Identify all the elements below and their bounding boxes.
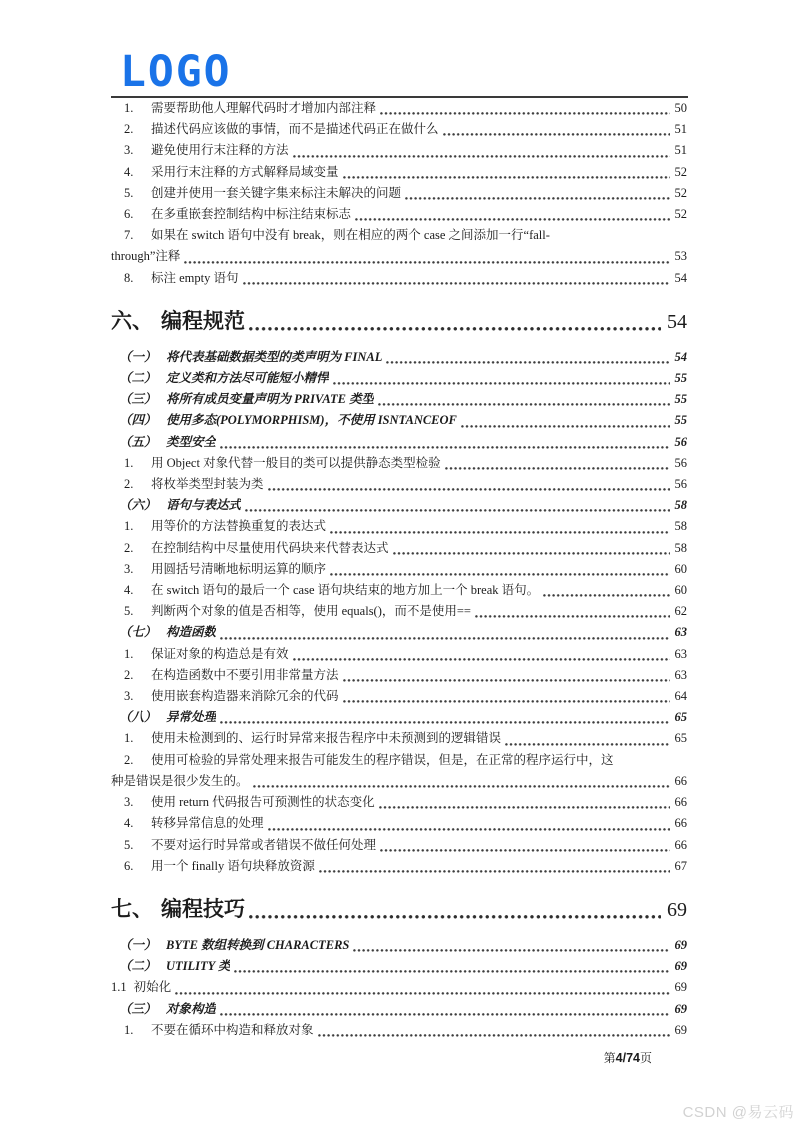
toc-entry[interactable] bbox=[111, 728, 687, 749]
footer-page-number: 4/74 bbox=[615, 1051, 640, 1065]
toc-entry[interactable] bbox=[111, 183, 687, 204]
toc-entry-line bbox=[111, 432, 687, 453]
toc-entry-number: 3. bbox=[124, 689, 134, 704]
toc-entry-page: 54 bbox=[674, 349, 687, 364]
toc-entry-line bbox=[111, 750, 687, 771]
toc-entry-line bbox=[111, 538, 687, 559]
dot-leader bbox=[349, 935, 672, 956]
toc-entry-title: 转移异常信息的处理 bbox=[151, 816, 264, 831]
toc-entry-line bbox=[111, 686, 687, 707]
toc-entry-title: 将代表基础数据类型的类声明为 FINAL bbox=[166, 349, 383, 364]
dot-leader bbox=[374, 389, 672, 410]
toc-entry[interactable] bbox=[111, 977, 687, 998]
dot-leader bbox=[351, 204, 672, 225]
toc-entry-title: 不要在循环中构造和释放对象 bbox=[151, 1022, 314, 1037]
toc-entry-page: 52 bbox=[674, 207, 687, 222]
toc-entry-number: 4. bbox=[124, 583, 134, 598]
toc-entry-page: 66 bbox=[674, 816, 687, 831]
toc-entry-title: 用等价的方法替换重复的表达式 bbox=[151, 519, 327, 534]
toc-entry[interactable] bbox=[111, 389, 687, 410]
toc-entry-number: （二） bbox=[119, 371, 157, 386]
toc-entry-number: 2. bbox=[124, 122, 134, 137]
toc-entry-number: （五） bbox=[119, 434, 157, 449]
toc-entry-number: 3. bbox=[124, 795, 134, 810]
toc-list bbox=[111, 98, 687, 1041]
toc-entry-line bbox=[111, 453, 687, 474]
toc-entry-number: 4. bbox=[124, 816, 134, 831]
toc-entry-title: 在控制结构中尽量使用代码块来代替表达式 bbox=[151, 540, 389, 555]
toc-entry-number: （六） bbox=[119, 498, 157, 513]
toc-entry[interactable] bbox=[111, 516, 687, 537]
toc-entry-title: 用 Object 对象代替一般目的类可以提供静态类型检验 bbox=[151, 455, 441, 470]
dot-leader bbox=[382, 347, 672, 368]
toc-entry-title: 不要对运行时异常或者错误不做任何处理 bbox=[151, 837, 377, 852]
toc-entry-number: （一） bbox=[119, 349, 157, 364]
toc-entry[interactable] bbox=[111, 622, 687, 643]
dot-leader bbox=[501, 728, 672, 749]
toc-entry-title: 种是错误是很少发生的。 bbox=[111, 773, 249, 788]
toc-entry[interactable] bbox=[111, 792, 687, 813]
toc-entry-number: 8. bbox=[124, 270, 134, 285]
toc-entry-title: 使用 return 代码报告可预测性的状态变化 bbox=[151, 795, 375, 810]
dot-leader bbox=[241, 495, 672, 516]
toc-entry-page: 69 bbox=[674, 937, 687, 952]
toc-entry-page: 69 bbox=[674, 980, 687, 995]
toc-entry-line bbox=[111, 162, 687, 183]
toc-entry-number: 6. bbox=[124, 207, 134, 222]
dot-leader bbox=[326, 516, 672, 537]
toc-entry-title: 使用嵌套构造器来消除冗余的代码 bbox=[151, 689, 339, 704]
toc-entry-page: 50 bbox=[674, 101, 687, 115]
dot-leader bbox=[439, 119, 673, 140]
toc-entry-line bbox=[111, 183, 687, 204]
toc-entry[interactable] bbox=[111, 140, 687, 161]
toc-entry-title: 需要帮助他人理解代码时才增加内部注释 bbox=[151, 101, 377, 115]
toc-entry[interactable] bbox=[111, 559, 687, 580]
toc-entry-page: 69 bbox=[667, 898, 687, 921]
toc-entry-page: 56 bbox=[674, 434, 687, 449]
toc-entry[interactable] bbox=[111, 1020, 687, 1041]
toc-entry-title: 判断两个对象的值是否相等，使用 equals()，而不是使用== bbox=[151, 604, 471, 619]
toc-entry-line bbox=[111, 516, 687, 537]
dot-leader bbox=[245, 307, 665, 337]
toc-entry[interactable] bbox=[111, 813, 687, 834]
toc-entry[interactable] bbox=[111, 453, 687, 474]
toc-entry-title: 如果在 switch 语句中没有 break，则在相应的两个 case 之间添加一行“fall- bbox=[151, 228, 550, 243]
toc-entry-page: 64 bbox=[674, 689, 687, 704]
toc-entry-page: 58 bbox=[674, 498, 687, 513]
dot-leader bbox=[216, 707, 672, 728]
toc-entry-page: 66 bbox=[674, 837, 687, 852]
dot-leader bbox=[389, 538, 673, 559]
dot-leader bbox=[376, 98, 672, 119]
toc-entry-title: UTILITY 类 bbox=[166, 959, 231, 974]
dot-leader bbox=[471, 601, 673, 622]
toc-entry-line bbox=[111, 728, 687, 749]
toc-entry-continuation bbox=[111, 771, 687, 792]
toc-entry-line bbox=[111, 368, 687, 389]
toc-entry-number: 1. bbox=[124, 731, 134, 746]
toc-entry-line bbox=[111, 977, 687, 998]
dot-leader bbox=[329, 368, 673, 389]
toc-entry-page: 58 bbox=[674, 519, 687, 534]
toc-entry-page: 58 bbox=[674, 540, 687, 555]
toc-entry-title: 对象构造 bbox=[166, 1001, 217, 1016]
dot-leader bbox=[539, 580, 672, 601]
dot-leader bbox=[249, 771, 673, 792]
toc-entry-page: 63 bbox=[674, 625, 687, 640]
toc-entry-line bbox=[111, 225, 687, 246]
toc-entry-title: 初始化 bbox=[133, 980, 172, 995]
toc-entry[interactable] bbox=[111, 98, 687, 119]
toc-entry-line bbox=[111, 307, 687, 337]
dot-leader bbox=[180, 246, 672, 267]
toc-entry-line bbox=[111, 140, 687, 161]
toc-entry-line bbox=[111, 601, 687, 622]
dot-leader bbox=[375, 792, 673, 813]
toc-entry-line bbox=[111, 495, 687, 516]
footer-prefix: 第 bbox=[603, 1051, 616, 1065]
toc-entry-page: 69 bbox=[674, 959, 687, 974]
toc-entry-title: 将所有成员变量声明为 PRIVATE 类型 bbox=[166, 392, 375, 407]
toc-entry[interactable] bbox=[111, 410, 687, 431]
toc-entry-page: 56 bbox=[674, 455, 687, 470]
toc-entry-line bbox=[111, 410, 687, 431]
toc-entry[interactable] bbox=[111, 644, 687, 665]
toc-entry-number: 5. bbox=[124, 837, 134, 852]
toc-entry-line bbox=[111, 347, 687, 368]
toc-heading[interactable] bbox=[111, 895, 687, 925]
toc-entry-page: 54 bbox=[674, 270, 687, 285]
dot-leader bbox=[264, 813, 673, 834]
toc-entry[interactable] bbox=[111, 856, 687, 877]
dot-leader bbox=[315, 856, 673, 877]
toc-entry-line bbox=[111, 98, 687, 119]
toc-entry-title: 在多重嵌套控制结构中标注结束标志 bbox=[151, 207, 352, 222]
footer-suffix: 页 bbox=[639, 1051, 652, 1065]
dot-leader bbox=[216, 999, 672, 1020]
toc-entry-number: 6. bbox=[124, 858, 134, 873]
dot-leader bbox=[314, 1020, 673, 1041]
toc-entry-title: 使用多态(POLYMORPHISM)，不使用 ISNTANCEOF bbox=[166, 413, 457, 428]
toc-entry-number: 2. bbox=[124, 667, 134, 682]
toc-heading[interactable] bbox=[111, 307, 687, 337]
toc-entry-number: 1. bbox=[124, 519, 134, 534]
toc-entry-number: 2. bbox=[124, 540, 134, 555]
toc-entry-line bbox=[111, 935, 687, 956]
toc-entry-number: 1. bbox=[124, 455, 134, 470]
toc-entry[interactable] bbox=[111, 538, 687, 559]
toc-entry-title: through”注释 bbox=[111, 249, 181, 264]
csdn-watermark: CSDN @易云码 bbox=[682, 1104, 794, 1121]
toc-entry-number: 5. bbox=[124, 604, 134, 619]
toc-entry-number: 3. bbox=[124, 561, 134, 576]
toc-entry-title: 在 switch 语句的最后一个 case 语句块结束的地方加上一个 break 语句。 bbox=[151, 583, 540, 598]
toc-entry-line bbox=[111, 1020, 687, 1041]
toc-entry-page: 54 bbox=[667, 310, 687, 333]
toc-entry[interactable] bbox=[111, 225, 687, 267]
toc-entry-title: 用一个 finally 语句块释放资源 bbox=[151, 858, 315, 873]
toc-entry-page: 52 bbox=[674, 185, 687, 200]
page-footer bbox=[604, 1049, 652, 1066]
dot-leader bbox=[171, 977, 672, 998]
toc-entry-page: 55 bbox=[674, 392, 687, 407]
toc-entry-number: （八） bbox=[119, 710, 157, 725]
toc-entry-number: 3. bbox=[124, 143, 134, 158]
toc-entry-title: 语句与表达式 bbox=[166, 498, 242, 513]
dot-leader bbox=[216, 432, 672, 453]
toc-entry-title: 类型安全 bbox=[166, 434, 217, 449]
toc-entry-title: 创建并使用一套关键字集来标注未解决的问题 bbox=[151, 185, 402, 200]
toc-entry[interactable] bbox=[111, 368, 687, 389]
toc-entry-line bbox=[111, 856, 687, 877]
toc-entry-page: 51 bbox=[674, 122, 687, 137]
toc-entry-line bbox=[111, 268, 687, 289]
toc-entry-line bbox=[111, 707, 687, 728]
toc-entry-title: 编程技巧 bbox=[161, 897, 245, 921]
toc-entry-number: 七、 bbox=[111, 897, 153, 921]
toc-entry-page: 55 bbox=[674, 371, 687, 386]
toc-entry-page: 65 bbox=[674, 731, 687, 746]
toc-entry[interactable] bbox=[111, 601, 687, 622]
toc-entry-title: 使用未检测到的、运行时异常来报告程序中未预测到的逻辑错误 bbox=[151, 731, 502, 746]
toc-entry-number: 六、 bbox=[111, 309, 153, 333]
toc-entry-page: 66 bbox=[674, 795, 687, 810]
toc-entry-page: 67 bbox=[674, 858, 687, 873]
dot-leader bbox=[264, 474, 673, 495]
dot-leader bbox=[457, 410, 673, 431]
toc-entry[interactable] bbox=[111, 347, 687, 368]
toc-entry-number: 2. bbox=[124, 477, 134, 492]
dot-leader bbox=[401, 183, 672, 204]
toc-entry[interactable] bbox=[111, 835, 687, 856]
toc-entry-line bbox=[111, 389, 687, 410]
toc-entry[interactable] bbox=[111, 495, 687, 516]
dot-leader bbox=[326, 559, 672, 580]
dot-leader bbox=[441, 453, 673, 474]
toc-entry-page: 55 bbox=[674, 413, 687, 428]
toc-entry-number: （二） bbox=[119, 959, 157, 974]
toc-entry-page: 69 bbox=[674, 1001, 687, 1016]
toc-entry-number: 1. bbox=[124, 101, 134, 115]
dot-leader bbox=[339, 665, 673, 686]
toc-entry-number: 7. bbox=[124, 228, 134, 243]
toc-entry-line bbox=[111, 204, 687, 225]
toc-entry-number: （一） bbox=[119, 937, 157, 952]
toc-entry[interactable] bbox=[111, 268, 687, 289]
toc-entry[interactable] bbox=[111, 432, 687, 453]
toc-entry-title: 用圆括号清晰地标明运算的顺序 bbox=[151, 561, 327, 576]
toc-entry-page: 51 bbox=[674, 143, 687, 158]
toc-entry-continuation bbox=[111, 246, 687, 267]
toc-entry-page: 62 bbox=[674, 604, 687, 619]
toc-entry-number: 1.1 bbox=[111, 980, 127, 995]
toc-entry-page: 63 bbox=[674, 667, 687, 682]
toc-entry-title: 描述代码应该做的事情，而不是描述代码正在做什么 bbox=[151, 122, 439, 137]
toc-entry-title: 避免使用行末注释的方法 bbox=[151, 143, 289, 158]
toc-entry-title: 采用行末注释的方式解释局域变量 bbox=[151, 164, 339, 179]
toc-entry-number: （三） bbox=[119, 1001, 157, 1016]
logo: LOGO bbox=[120, 47, 232, 97]
toc-entry-page: 60 bbox=[674, 561, 687, 576]
toc-entry[interactable] bbox=[111, 204, 687, 225]
toc-entry-page: 66 bbox=[674, 773, 687, 788]
toc-entry-number: 2. bbox=[124, 752, 134, 767]
toc-entry[interactable] bbox=[111, 750, 687, 792]
toc-entry-line bbox=[111, 813, 687, 834]
toc-entry-line bbox=[111, 835, 687, 856]
dot-leader bbox=[216, 622, 672, 643]
toc-entry-number: 1. bbox=[124, 646, 134, 661]
toc-entry[interactable] bbox=[111, 935, 687, 956]
toc-entry-page: 65 bbox=[674, 710, 687, 725]
toc-entry-title: 保证对象的构造总是有效 bbox=[151, 646, 289, 661]
toc-entry[interactable] bbox=[111, 162, 687, 183]
toc-entry-title: 在构造函数中不要引用非常量方法 bbox=[151, 667, 339, 682]
dot-leader bbox=[245, 895, 665, 925]
toc-entry-line bbox=[111, 792, 687, 813]
toc-entry-line bbox=[111, 580, 687, 601]
toc-entry-page: 56 bbox=[674, 477, 687, 492]
toc-entry-line bbox=[111, 119, 687, 140]
toc-entry[interactable] bbox=[111, 707, 687, 728]
toc-entry-page: 53 bbox=[674, 249, 687, 264]
dot-leader bbox=[339, 162, 673, 183]
dot-leader bbox=[289, 644, 673, 665]
toc-entry-page: 63 bbox=[674, 646, 687, 661]
toc-entry-line bbox=[111, 474, 687, 495]
toc-entry-line bbox=[111, 644, 687, 665]
toc-entry-number: 5. bbox=[124, 185, 134, 200]
toc-entry[interactable] bbox=[111, 580, 687, 601]
toc-entry-title: 使用可检验的异常处理来报告可能发生的程序错误，但是，在正常的程序运行中，这 bbox=[151, 752, 614, 767]
toc-entry-number: （三） bbox=[119, 392, 157, 407]
toc-entry-title: 标注 empty 语句 bbox=[151, 270, 239, 285]
dot-leader bbox=[339, 686, 673, 707]
toc-entry[interactable] bbox=[111, 665, 687, 686]
dot-leader bbox=[230, 956, 672, 977]
toc-entry-title: 编程规范 bbox=[161, 309, 245, 333]
toc-entry-number: （七） bbox=[119, 625, 157, 640]
toc-entry-title: 异常处理 bbox=[166, 710, 217, 725]
toc-entry[interactable] bbox=[111, 119, 687, 140]
toc-entry-title: BYTE 数组转换到 CHARACTERS bbox=[166, 937, 350, 952]
toc-entry[interactable] bbox=[111, 474, 687, 495]
toc-entry-line bbox=[111, 956, 687, 977]
dot-leader bbox=[239, 268, 673, 289]
toc-entry-title: 构造函数 bbox=[166, 625, 217, 640]
dot-leader bbox=[376, 835, 672, 856]
dot-leader bbox=[289, 140, 673, 161]
toc-entry-page: 69 bbox=[674, 1022, 687, 1037]
toc-entry[interactable] bbox=[111, 686, 687, 707]
toc-entry-line bbox=[111, 559, 687, 580]
toc-entry-number: 1. bbox=[124, 1022, 134, 1037]
toc-entry-number: （四） bbox=[119, 413, 157, 428]
toc-entry-line bbox=[111, 895, 687, 925]
toc-entry-number: 4. bbox=[124, 164, 134, 179]
toc-entry-title: 定义类和方法尽可能短小精悍 bbox=[166, 371, 329, 386]
toc-entry[interactable] bbox=[111, 956, 687, 977]
toc-entry-page: 60 bbox=[674, 583, 687, 598]
toc-entry-line bbox=[111, 999, 687, 1020]
toc-entry-line bbox=[111, 665, 687, 686]
toc-entry-page: 52 bbox=[674, 164, 687, 179]
toc-entry-line bbox=[111, 622, 687, 643]
toc-entry[interactable] bbox=[111, 999, 687, 1020]
toc-entry-title: 将枚举类型封装为类 bbox=[151, 477, 264, 492]
